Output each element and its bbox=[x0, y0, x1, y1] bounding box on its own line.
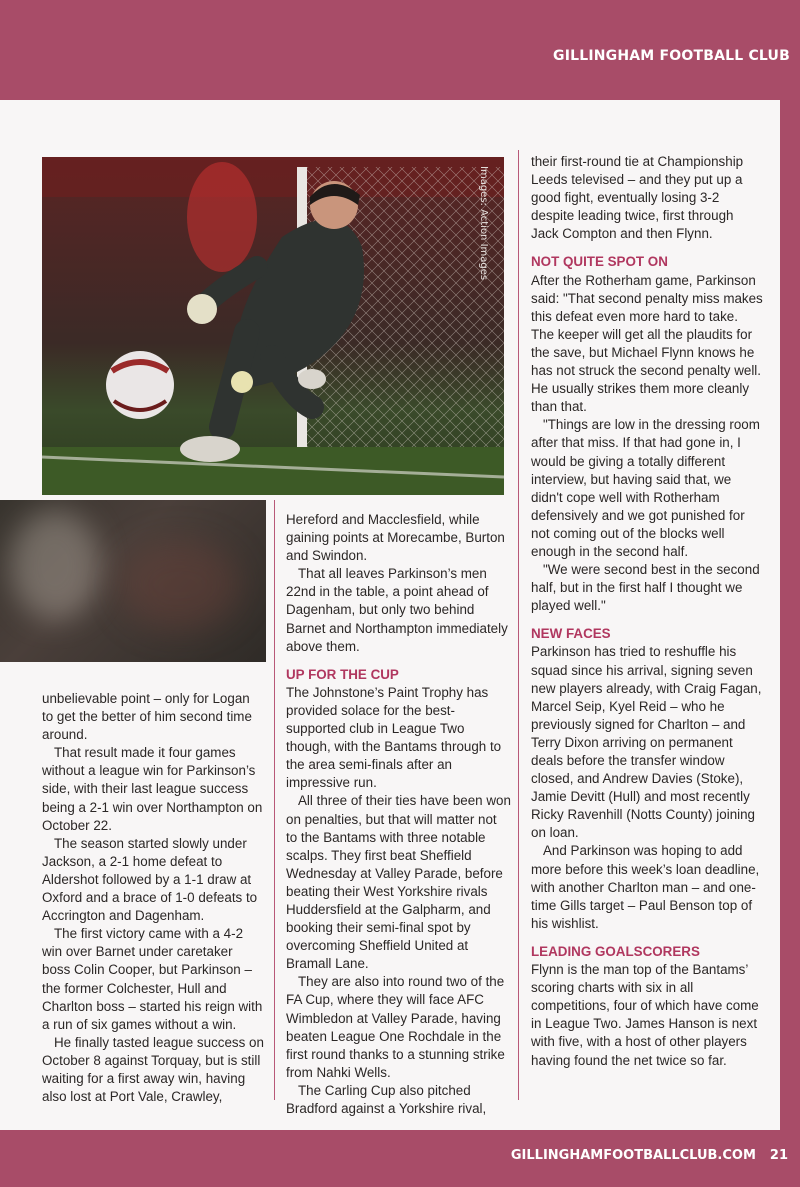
paragraph: The Johnstone’s Paint Trophy has provided solace for the best-supported club in League Two though, with the Bantams through to the area semi-finals after an impressive run. bbox=[286, 684, 502, 791]
paragraph: That all leaves Parkinson’s men 22nd in the table, a point ahead of Dagenham, but only two behind Barnet and Northampton immediately above them. bbox=[286, 566, 508, 654]
goalkeeper-photo bbox=[42, 157, 504, 495]
photo-credit: Images: Action Images bbox=[478, 166, 489, 281]
paragraph: their first-round tie at Championship Leeds televised – and they put up a good fight, eventually losing 3-2 despite leading twice, first through Jack Compton and then Flynn. bbox=[531, 154, 744, 242]
blur-shape bbox=[120, 540, 240, 630]
article-column-1 bbox=[42, 690, 264, 1106]
paragraph: All three of their ties have been won on penalties, but that will matter not to the Bantams with three notable scalps. They first beat Sheffield Wednesday at Valley Parade, before beating their West Yorkshire rivals Huddersfield at the Galpharm, and booking their semi-final spot by overcoming Sheffield United at Bramall Lane. bbox=[286, 793, 511, 972]
goalkeeper-illustration bbox=[42, 157, 504, 495]
paragraph: Flynn is the man top of the Bantams’ scoring charts with six in all competitions, four of which have come in League Two. James Hanson is next with five, with a host of other players having found the net twice so far. bbox=[531, 962, 759, 1068]
paragraph: The Carling Cup also pitched Bradford against a Yorkshire rival, bbox=[286, 1082, 487, 1116]
paragraph: They are also into round two of the FA Cup, where they will face AFC Wimbledon at Valley Parade, having beaten League One Rochdale in the first round thanks to a stunning strike from Nahki Wells. bbox=[286, 974, 505, 1080]
section-heading: NOT QUITE SPOT ON bbox=[531, 254, 668, 270]
section-heading: LEADING GOALSCORERS bbox=[531, 943, 700, 959]
paragraph: Parkinson has tried to reshuffle his squad since his arrival, signing seven new players already, with Craig Fagan, Marcel Seip, Kyel Reid – who he previously signed for Charlton – and Terry Dixon arriving on permanent deals before the transfer window closed, and Andrew Davies (Stoke), Jamie Devitt (Hull) and most recently Ricky Ravenhill (Notts County) joining on loan. bbox=[531, 644, 762, 841]
section-heading: UP FOR THE CUP bbox=[286, 666, 399, 682]
paragraph: The season started slowly under Jackson, a 2-1 home defeat to Aldershot followed by a 1-1 draw at Oxford and a brace of 1-0 defeats to Accrington and Dagenham. bbox=[42, 835, 258, 924]
page-number: 21 bbox=[769, 1148, 788, 1163]
paragraph: unbelievable point – only for Logan to get the better of him second time around. bbox=[42, 691, 252, 743]
paragraph: The first victory came with a 4-2 win over Barnet under caretaker boss Colin Cooper, but Parkinson – the former Colchester, Hull and Charlton boss – started his reign with a run of six games without a win. bbox=[42, 926, 263, 1032]
paragraph: He finally tasted league success on October 8 against Torquay, but is still waiting for a first away win, having also lost at Port Vale, Crawley, bbox=[42, 1034, 264, 1105]
column-divider bbox=[274, 500, 275, 1100]
paragraph: That result made it four games without a league win for Parkinson’s side, with their last league success being a 2-1 win over Northampton on October 22. bbox=[42, 745, 263, 833]
paragraph: "We were second best in the second half, but in the first half I thought we played well." bbox=[531, 562, 760, 614]
paragraph: And Parkinson was hoping to add more before this week’s loan deadline, with another Charlton man – and one-time Gills target – Paul Benson top of his wishlist. bbox=[531, 843, 760, 931]
article-column-2 bbox=[286, 511, 511, 1118]
blur-shape bbox=[10, 510, 100, 620]
article-column-3 bbox=[531, 153, 763, 1070]
page-footer bbox=[511, 1148, 788, 1163]
club-header: GILLINGHAM FOOTBALL CLUB bbox=[553, 48, 790, 64]
background-photo-strip bbox=[0, 500, 266, 662]
section-heading: NEW FACES bbox=[531, 626, 611, 642]
paragraph: After the Rotherham game, Parkinson said: "That second penalty miss makes this defeat even more hard to take. The keeper will get all the plaudits for the save, but Michael Flynn knows he has not struck the second penalty well. He usually strikes them more cleanly than that. bbox=[531, 272, 763, 415]
footer-website: GILLINGHAMFOOTBALLCLUB.COM bbox=[510, 1148, 756, 1163]
paragraph: "Things are low in the dressing room after that miss. If that had gone in, I would be giving a totally different interview, but having said that, we didn't cope well with Rotherham defensively and we got punished for not coming out of the blocks well enough in the second half. bbox=[531, 417, 760, 559]
paragraph: Hereford and Macclesfield, while gaining points at Morecambe, Burton and Swindon. bbox=[286, 512, 505, 564]
column-divider bbox=[518, 150, 519, 1100]
